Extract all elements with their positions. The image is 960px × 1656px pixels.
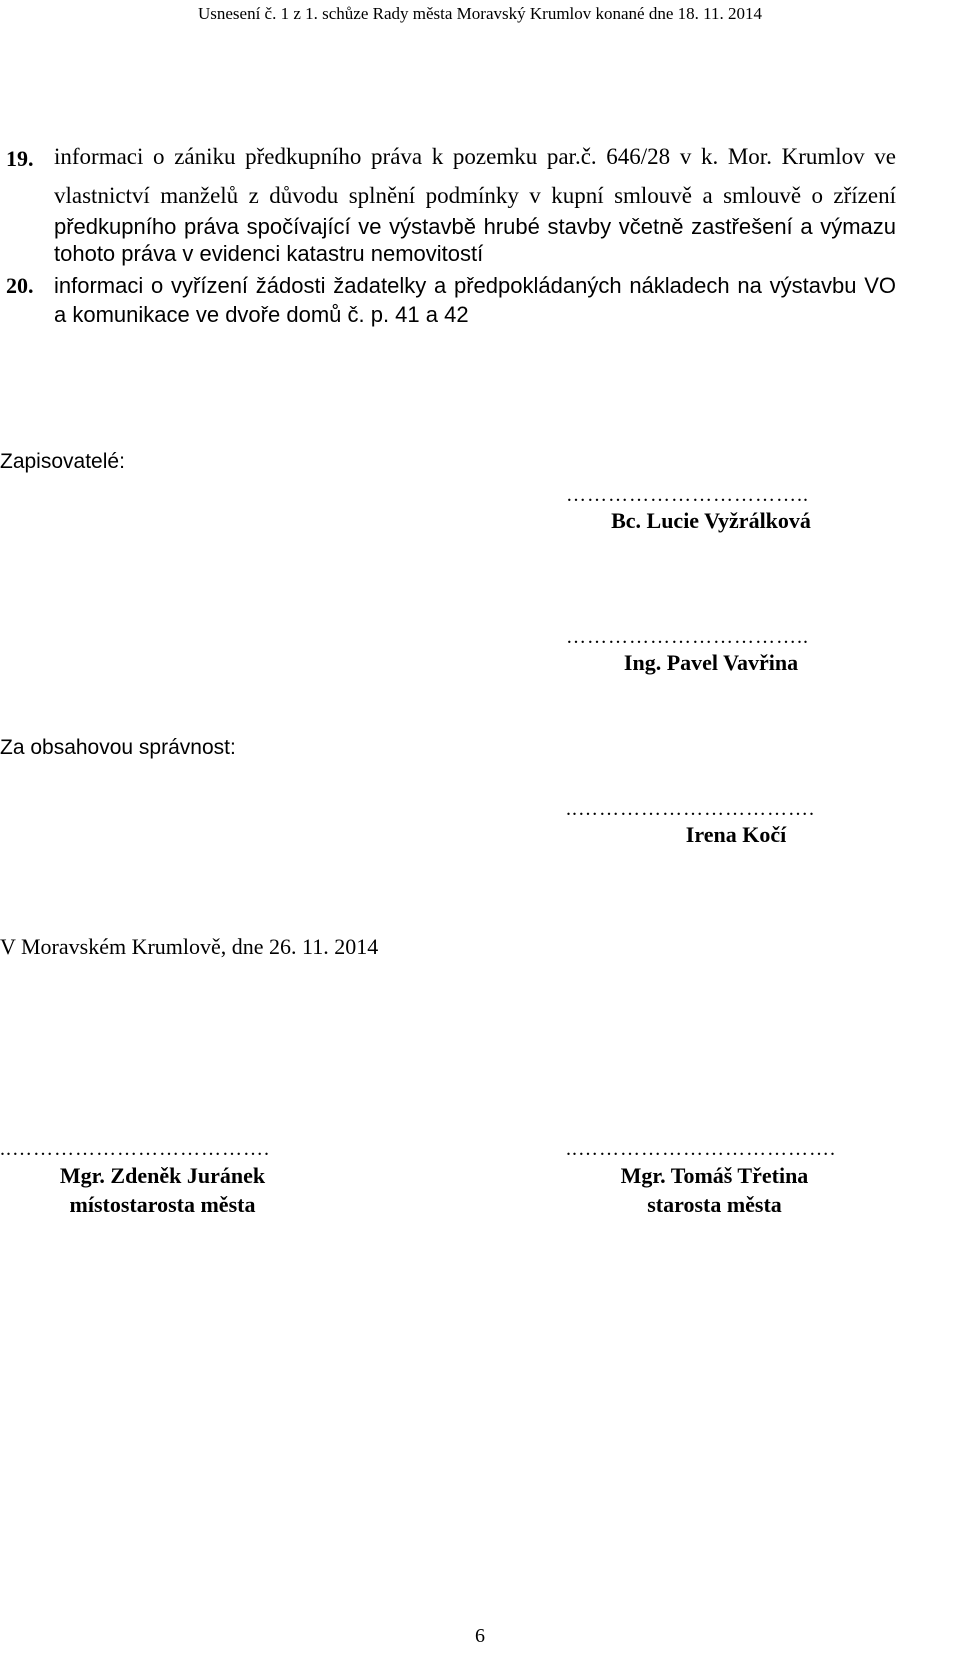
- signature-dots-2: ……………………………..: [566, 626, 809, 648]
- official-dots-2: ..……………………………….: [566, 1138, 836, 1160]
- item-20-line-1: informaci o vyřízení žádosti žadatelky a předpokládaných nákladech na výstavbu VO: [54, 273, 896, 298]
- item-19-line-1: informaci o zániku předkupního práva k pozemku par.č. 646/28 v k. Mor. Krumlov ve: [54, 144, 896, 169]
- official-role-1: místostarosta města: [69, 1192, 256, 1217]
- signature-name-3: Irena Kočí: [685, 822, 787, 847]
- page-number: 6: [475, 1625, 485, 1647]
- official-dots-1: ..……………………………….: [0, 1138, 270, 1160]
- official-name-2: Mgr. Tomáš Třetina: [620, 1163, 809, 1188]
- recorders-label: Zapisovatelé:: [0, 450, 125, 473]
- official-name-1: Mgr. Zdeněk Juránek: [59, 1163, 266, 1188]
- date-line: V Moravském Krumlově, dne 26. 11. 2014: [0, 934, 379, 959]
- document-header: Usnesení č. 1 z 1. schůze Rady města Moravský Krumlov konané dne 18. 11. 2014: [197, 4, 763, 23]
- item-19-line-3: předkupního práva spočívající ve výstavbě hrubé stavby včetně zastřešení a výmazu: [54, 214, 896, 239]
- signature-dots-1: ……………………………..: [566, 484, 809, 506]
- signature-name-2: Ing. Pavel Vavřina: [623, 650, 799, 675]
- signature-name-1: Bc. Lucie Vyžrálková: [611, 508, 811, 533]
- item-number-20: 20.: [6, 273, 34, 298]
- item-20-line-2: a komunikace ve dvoře domů č. p. 41 a 42: [54, 302, 469, 327]
- official-role-2: starosta města: [647, 1192, 782, 1217]
- item-19-line-4: tohoto práva v evidenci katastru nemovitostí: [54, 241, 484, 266]
- content-check-label: Za obsahovou správnost:: [0, 736, 236, 759]
- signature-dots-3: ..…………………………….: [566, 798, 815, 820]
- item-19-line-2: vlastnictví manželů z důvodu splnění podmínky v kupní smlouvě a smlouvě o zřízení: [54, 183, 896, 208]
- item-number-19: 19.: [6, 146, 34, 171]
